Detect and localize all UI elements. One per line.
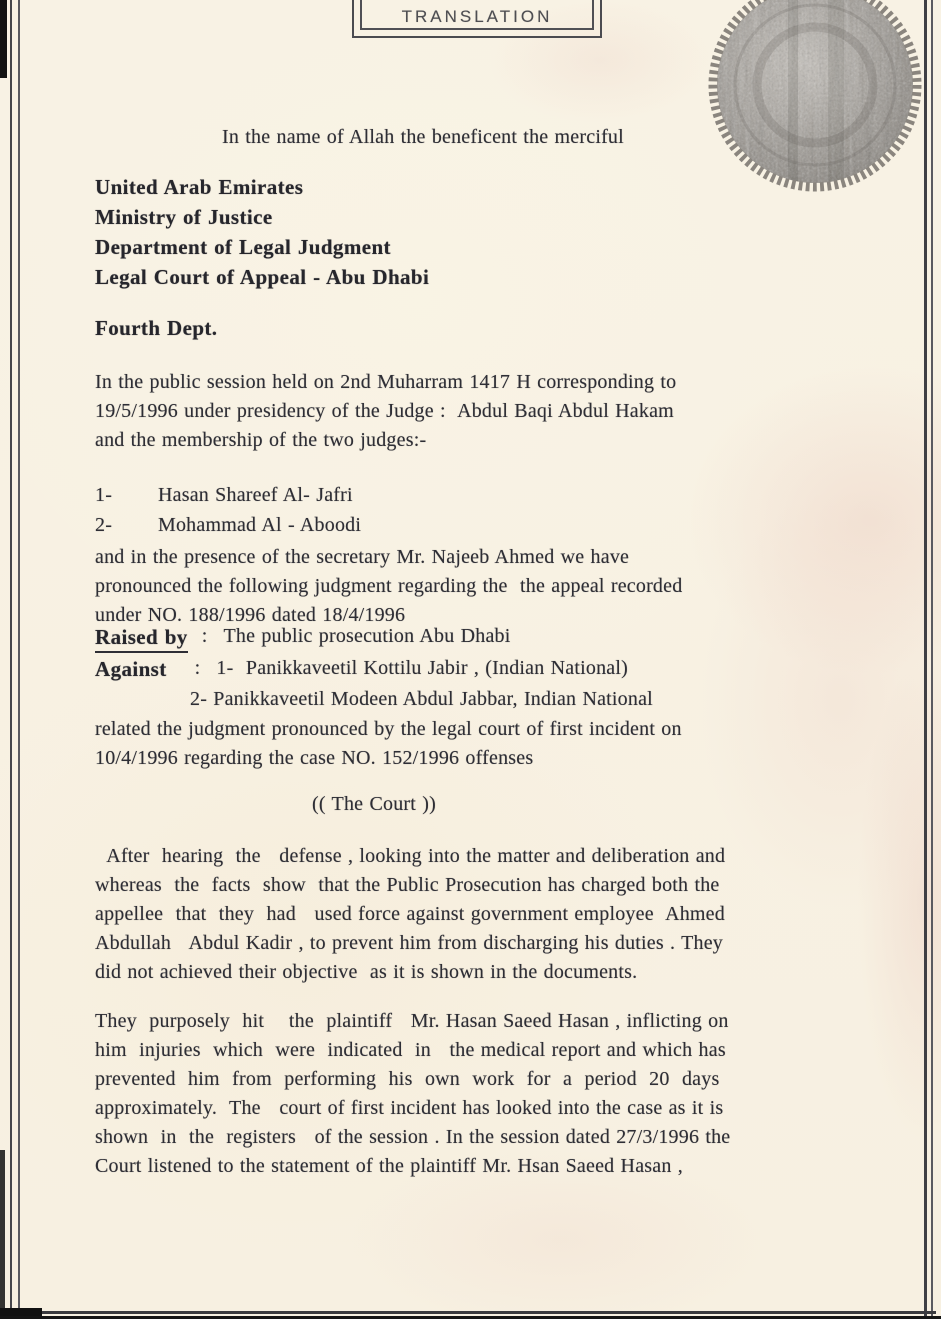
paragraph-line: Abdullah Abdul Kadir , to prevent him from discharging his duties . They: [95, 932, 723, 954]
translation-stamp-inner-border: [360, 0, 594, 30]
judge-list-item: [95, 514, 112, 537]
paragraph-line: shown in the registers of the session . In the session dated 27/3/1996 the: [95, 1126, 731, 1148]
paragraph-line: him injuries which were indicated in the medical report and which has: [95, 1039, 726, 1061]
paragraph-line: did not achieved their objective as it is shown in the documents.: [95, 961, 638, 983]
letterhead-country: United Arab Emirates: [95, 175, 304, 199]
raised-by-colon: :: [201, 625, 208, 647]
judge-number: 2-: [95, 514, 113, 536]
judgment-paragraph-1: [95, 842, 725, 987]
related-judgment-paragraph: [95, 715, 682, 773]
secretary-line: and in the presence of the secretary Mr. Najeeb Ahmed we have: [95, 546, 630, 568]
session-line: and the membership of the two judges:-: [95, 429, 427, 451]
judge-name: Hasan Shareef Al- Jafri: [158, 484, 353, 506]
department-label: Fourth Dept.: [95, 316, 218, 340]
against-defendant-2: 2- Panikkaveetil Modeen Abdul Jabbar, Indian National: [190, 688, 653, 710]
session-paragraph: [95, 368, 676, 455]
translation-stamp-box: [352, 0, 602, 38]
right-border-outer-rule: [924, 0, 927, 1319]
paragraph-line: After hearing the defense , looking into the matter and deliberation and: [95, 845, 726, 867]
paragraph-line: Court listened to the statement of the plaintiff Mr. Hsan Saeed Hasan ,: [95, 1155, 683, 1177]
paragraph-line: whereas the facts show that the Public Prosecution has charged both the: [95, 874, 720, 896]
bismillah-line: In the name of Allah the beneficent the merciful: [222, 126, 624, 148]
secretary-paragraph: [95, 543, 682, 630]
raised-by-label: Raised by: [95, 625, 188, 653]
judge-list-item: [95, 484, 112, 507]
embossed-seal-icon: [700, 0, 930, 200]
secretary-line: under NO. 188/1996 dated 18/4/1996: [95, 604, 406, 626]
against-row: [95, 657, 628, 682]
left-border-outer-rule: [10, 0, 12, 1319]
judgment-paragraph-2: [95, 1007, 730, 1181]
related-line: 10/4/1996 regarding the case NO. 152/1996 offenses: [95, 747, 534, 769]
paragraph-line: appellee that they had used force against government employee Ahmed: [95, 903, 725, 925]
against-colon: :: [194, 657, 201, 679]
paragraph-line: approximately. The court of first incident has looked into the case as it is: [95, 1097, 724, 1119]
letterhead: [95, 172, 429, 292]
right-border-inner-rule: [931, 0, 933, 1319]
translation-stamp-label: TRANSLATION: [401, 7, 553, 26]
letterhead-department: Department of Legal Judgment: [95, 235, 391, 259]
against-defendant-1: 1- Panikkaveetil Kottilu Jabir , (Indian National): [216, 657, 628, 679]
against-label: Against: [95, 657, 167, 681]
bottom-border-rule: [14, 1311, 936, 1314]
secretary-line: pronounced the following judgment regarding the the appeal recorded: [95, 575, 683, 597]
session-line: 19/5/1996 under presidency of the Judge : Abdul Baqi Abdul Hakam: [95, 400, 674, 422]
judge-number: 1-: [95, 484, 113, 506]
letterhead-ministry: Ministry of Justice: [95, 205, 273, 229]
left-border-inner-rule: [18, 0, 20, 1319]
paragraph-line: prevented him from performing his own work for a period 20 days: [95, 1068, 720, 1090]
raised-by-row: [95, 625, 510, 653]
scan-edge-mark-bottom-left: [0, 1150, 5, 1319]
judge-name: Mohammad Al - Aboodi: [158, 514, 362, 536]
scan-edge-mark-top-left: [0, 0, 7, 78]
paragraph-line: They purposely hit the plaintiff Mr. Hasan Saeed Hasan , inflicting on: [95, 1010, 729, 1032]
session-line: In the public session held on 2nd Muharram 1417 H corresponding to: [95, 371, 677, 393]
raised-by-value: The public prosecution Abu Dhabi: [223, 625, 511, 647]
letterhead-court: Legal Court of Appeal - Abu Dhabi: [95, 265, 430, 289]
related-line: related the judgment pronounced by the legal court of first incident on: [95, 718, 682, 740]
court-section-heading: (( The Court )): [312, 793, 436, 815]
